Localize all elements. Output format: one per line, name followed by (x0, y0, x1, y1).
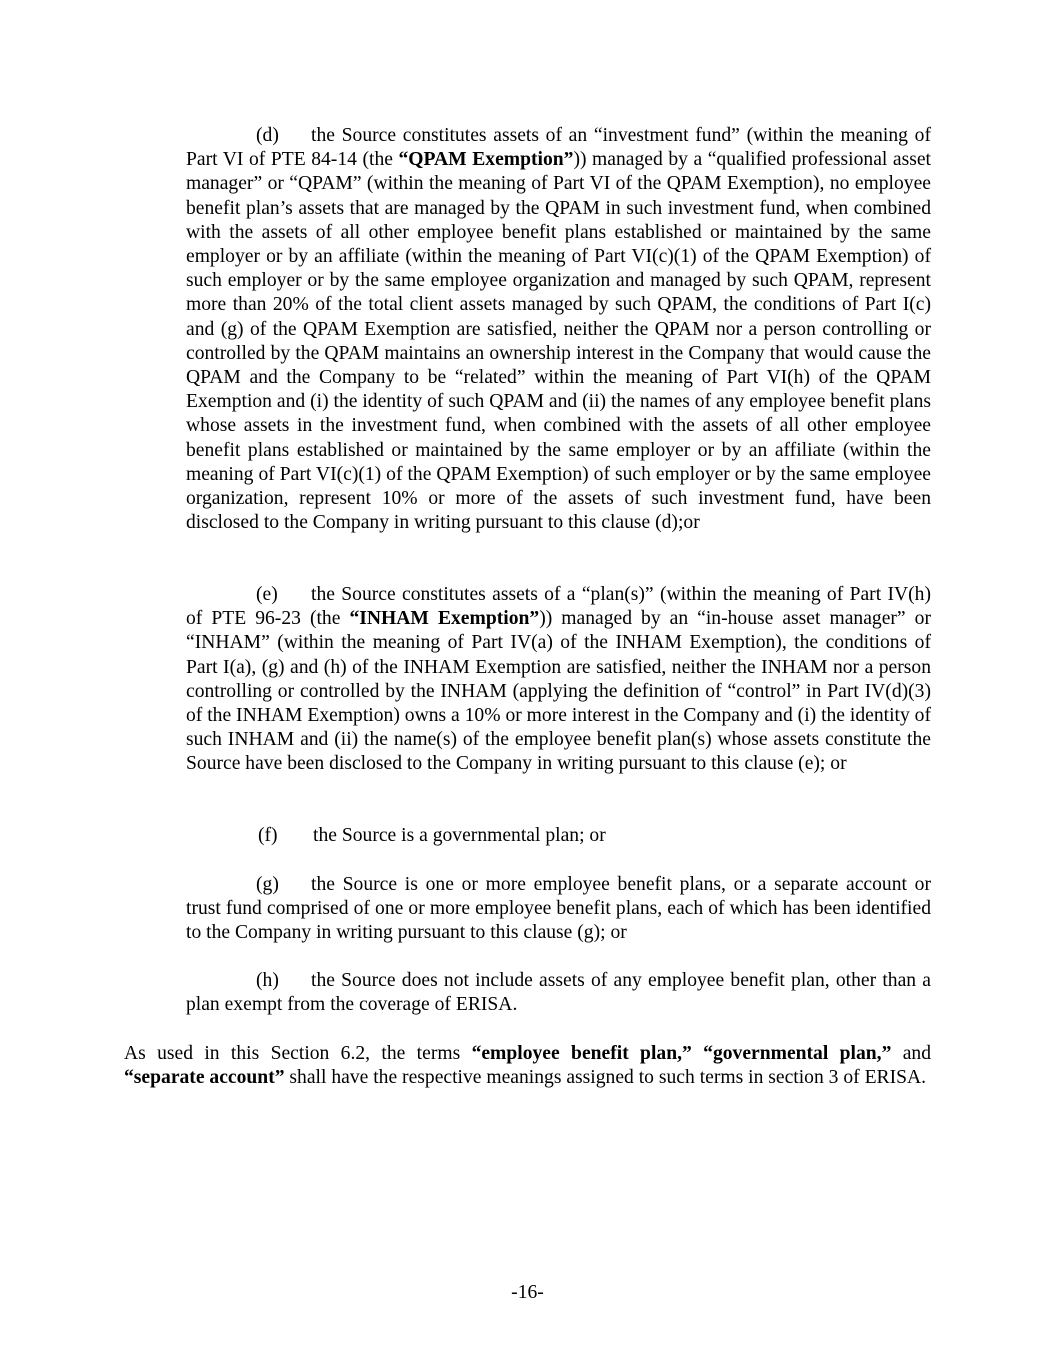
clause-e (186, 583, 931, 777)
clause-g (186, 873, 931, 946)
clause-h-text: the Source does not include assets of any employee benefit plan, other than a plan exempt from the coverage of ERISA. (186, 970, 931, 1016)
clause-f-label: (f) (258, 825, 278, 846)
closing-text-part-3: and (891, 1043, 932, 1064)
page-number: -16- (511, 1282, 544, 1303)
clause-d (186, 124, 931, 535)
separate-account-term: “separate account” (124, 1067, 285, 1089)
governmental-plan-term: “governmental plan,” (703, 1043, 892, 1064)
closing-paragraph (124, 1042, 931, 1090)
clause-f-text: the Source is a governmental plan; or (313, 825, 606, 846)
clause-d-label: (d) (256, 125, 279, 146)
clause-d-text-part-2: )) managed by a “qualified professional asset manager” or “QPAM” (within the meaning of Part VI of the QPAM Exemption), no employee benefit plan’s assets that are managed by the QPAM in such investment fund, when combined with the assets of all other employee benefit plans established or maintained by the same employer or by an affiliate (within the meaning of Part VI(c)(1) of the QPAM Exemption) of such employer or by the same employee organization and managed by such QPAM, represent more than 20% of the total client assets managed by such QPAM, the conditions of Part I(c) and (g) of the QPAM Exemption are satisfied, neither the QPAM nor a person controlling or controlled by the QPAM maintains an ownership interest in the Company that would cause the QPAM and the Company to be “related” within the meaning of Part VI(h) of the QPAM Exemption and (i) the identity of such QPAM and (ii) the names of any employee benefit plans whose assets in the investment fund, when combined with the assets of all other employee benefit plans established or maintained by the same employer or by an affiliate (within the meaning of Part VI(c)(1) of the QPAM Exemption) of such employer or by the same employee organization, represent 10% or more of the assets of such investment fund, have been disclosed to the Company in writing pursuant to this clause (d);or (186, 149, 931, 534)
closing-text-part-2 (692, 1043, 703, 1064)
closing-text-part-4: shall have the respective meanings assigned to such terms in section 3 of ERISA. (284, 1067, 927, 1089)
clause-e-label: (e) (256, 584, 278, 605)
clause-g-label: (g) (256, 874, 279, 895)
clause-h-label: (h) (256, 970, 279, 991)
employee-benefit-plan-term: “employee benefit plan,” (471, 1043, 692, 1064)
clause-e-text-part-2: )) managed by an “in-house asset manager” or “INHAM” (within the meaning of Part IV(a) of the INHAM Exemption), the conditions of Part I(a), (g) and (h) of the INHAM Exemption are satisfied, neither the INHAM nor a person controlling or controlled by the INHAM (applying the definition of “control” in Part IV(d)(3) of the INHAM Exemption) owns a 10% or more interest in the Company and (i) the identity of such INHAM and (ii) the name(s) of the employee benefit plan(s) whose assets constitute the Source have been disclosed to the Company in writing pursuant to this clause (e); or (186, 608, 931, 775)
qpam-exemption-term: “QPAM Exemption” (398, 149, 574, 171)
clause-g-text: the Source is one or more employee benefit plans, or a separate account or trust fund comprised of one or more employee benefit plans, each of which has been identified to the Company in writing pursuant to this clause (g); or (186, 874, 931, 944)
clause-h (186, 969, 931, 1017)
closing-text-part-1: As used in this Section 6.2, the terms (124, 1043, 472, 1064)
inham-exemption-term: “INHAM Exemption” (349, 608, 540, 630)
clause-f (186, 824, 931, 848)
clause-e-text-part-1: the Source constitutes assets of a “plan(s)” (within the meaning of Part IV(h) of PTE 96-23 (the (186, 584, 931, 630)
clause-d-text-part-1: the Source constitutes assets of an “investment fund” (within the meaning of Part VI of PTE 84-14 (the (186, 125, 931, 171)
